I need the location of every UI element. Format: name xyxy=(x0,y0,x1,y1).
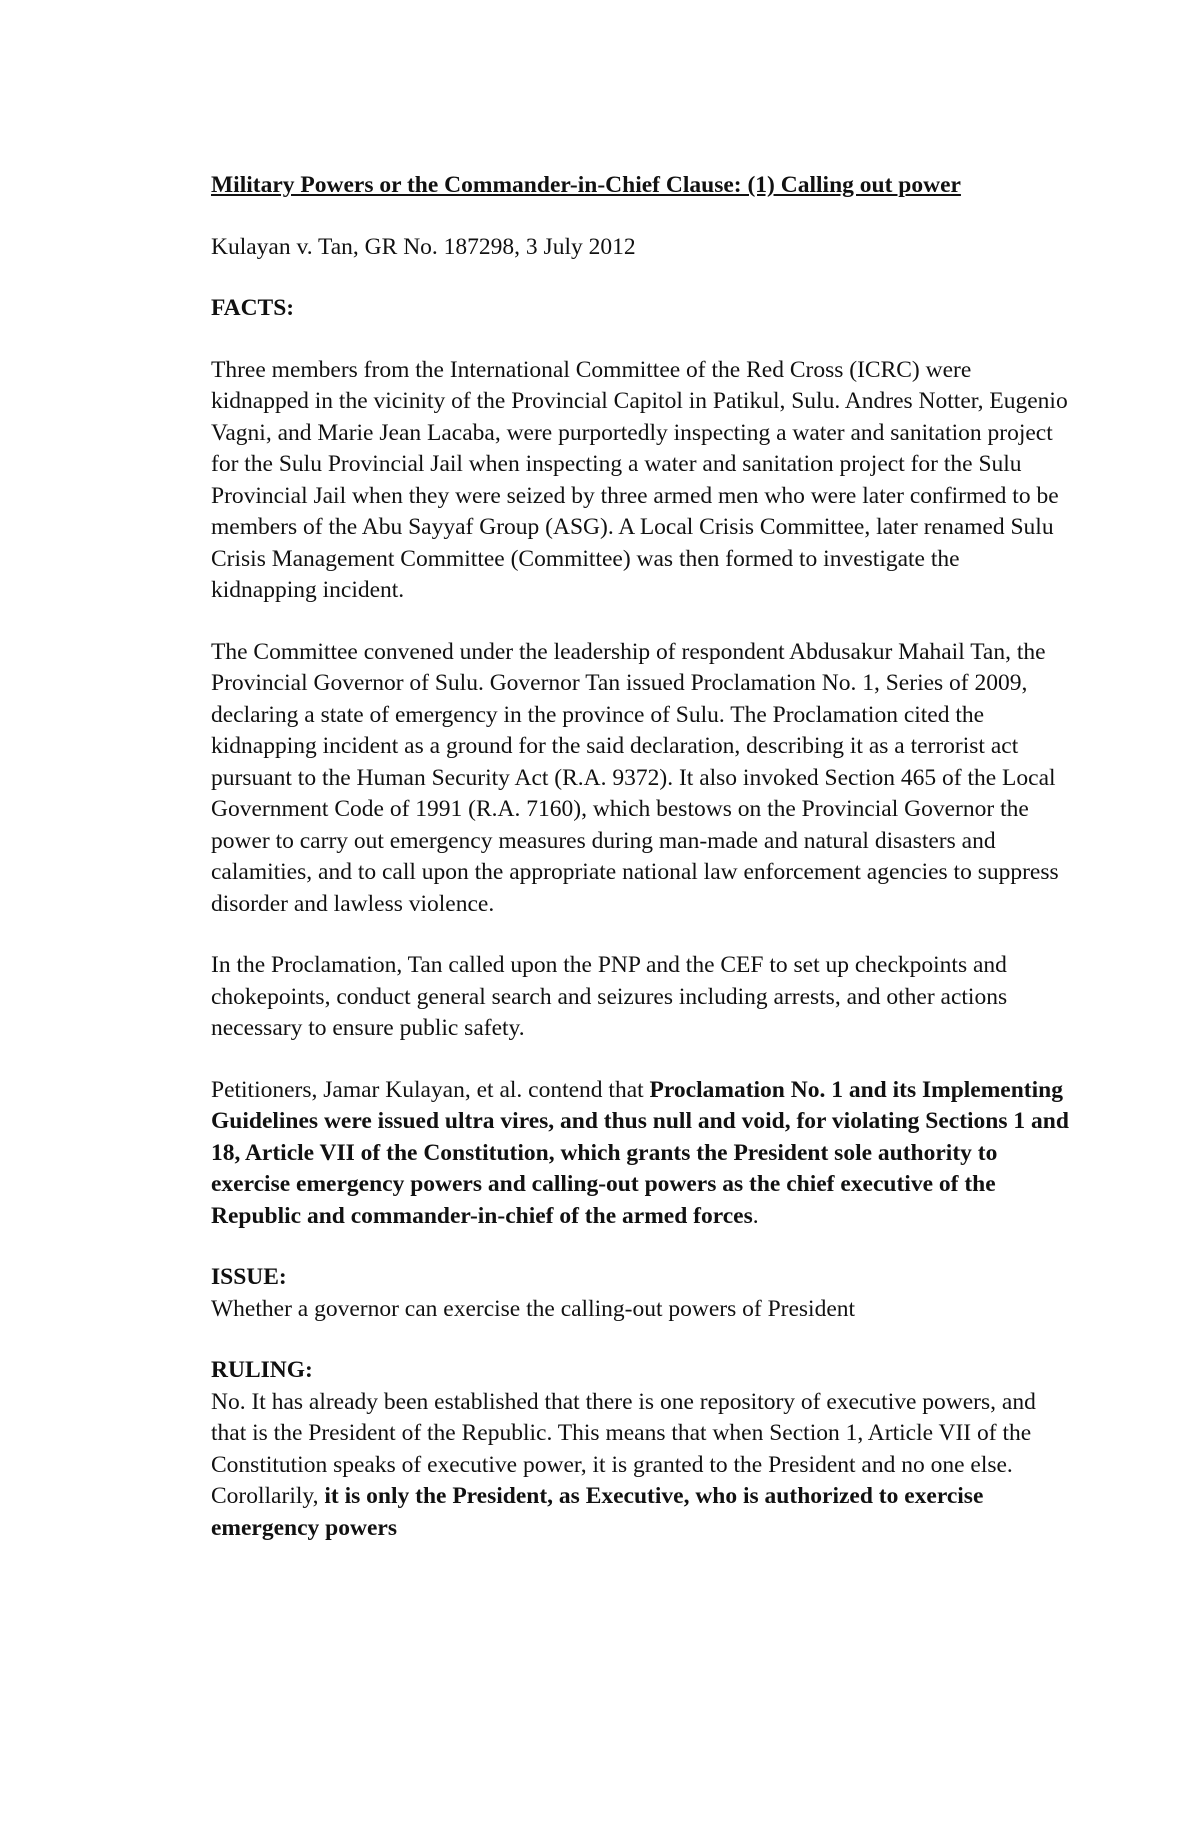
facts-paragraph-3: In the Proclamation, Tan called upon the PNP and the CEF to set up checkpoints and chokepoints, conduct general search and seizures including arrests, and other actions necessary to ensure public safety. xyxy=(211,952,1008,1041)
issue-heading: ISSUE: xyxy=(211,1264,287,1290)
issue-text: Whether a governor can exercise the calling-out powers of President xyxy=(211,1295,856,1322)
document-body xyxy=(211,170,1071,1544)
ruling-heading: RULING: xyxy=(211,1357,313,1383)
facts-paragraph-4 xyxy=(211,1075,1071,1233)
facts-paragraph-1: Three members from the International Committee of the Red Cross (ICRC) were kidnapped in the vicinity of the Provincial Capitol in Patikul, Sulu. Andres Notter, Eugenio Vagni, and Marie Jean Lacaba, were purportedly inspecting a water and sanitation project for the Sulu Provincial Jail when inspecting a water and sanitation project for the Sulu Provincial Jail when they were seized by three armed men who were later confirmed to be members of the Abu Sayyaf Group (ASG). A Local Crisis Committee, later renamed Sulu Crisis Management Committee (Committee) was then formed to investigate the kidnapping incident. xyxy=(211,356,1068,603)
document-title: Military Powers or the Commander-in-Chief Clause: (1) Calling out power xyxy=(211,172,961,198)
case-citation: Kulayan v. Tan, GR No. 187298, 3 July 2012 xyxy=(211,233,636,260)
ruling-text xyxy=(211,1387,1071,1545)
facts-paragraph-4-end: . xyxy=(752,1202,759,1229)
facts-heading: FACTS: xyxy=(211,295,295,321)
facts-paragraph-4-emphasis: Proclamation No. 1 and its Implementing Guidelines were issued ultra vires, and thus null and void, for violating Sections 1 and 18, Article VII of the Constitution, which grants the President sole authority to exercise emergency powers and calling-out powers as the chief executive of the Republic and commander-in-chief of the armed forces xyxy=(211,1076,1069,1229)
facts-paragraph-2: The Committee convened under the leadership of respondent Abdusakur Mahail Tan, the Provincial Governor of Sulu. Governor Tan issued Proclamation No. 1, Series of 2009, declaring a state of emergency in the province of Sulu. The Proclamation cited the kidnapping incident as a ground for the said declaration, describing it as a terrorist act pursuant to the Human Security Act (R.A. 9372). It also invoked Section 465 of the Local Government Code of 1991 (R.A. 7160), which bestows on the Provincial Governor the power to carry out emergency measures during man-made and natural disasters and calamities, and to call upon the appropriate national law enforcement agencies to suppress disorder and lawless violence. xyxy=(211,638,1059,917)
ruling-text-lead: No. It has already been established that there is one repository of executive powers, and that is the President of the Republic. This means that when Section 1, Article VII of the Constitution speaks of executive power, it is granted to the President and no one else. Corollarily, xyxy=(211,1388,1036,1509)
facts-paragraph-4-lead: Petitioners, Jamar Kulayan, et al. contend that xyxy=(211,1076,650,1103)
ruling-text-emphasis: it is only the President, as Executive, who is authorized to exercise emergency powers xyxy=(211,1483,984,1541)
